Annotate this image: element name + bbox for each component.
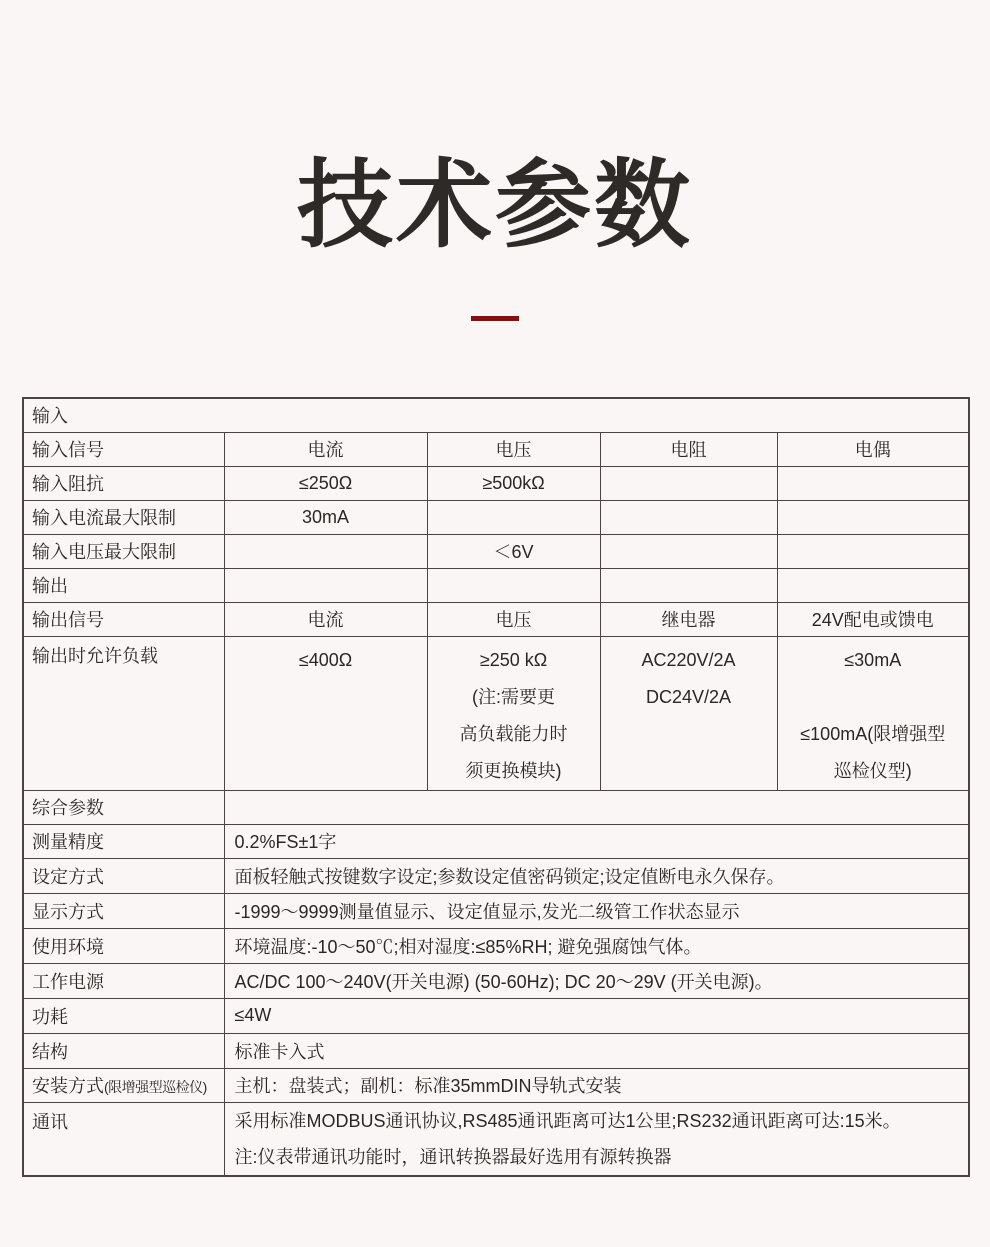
cell-input-signal-1 — [224, 432, 427, 466]
cell-text: 显示方式 — [32, 901, 104, 922]
cell-input-impedance-3 — [600, 466, 777, 500]
cell-text: 环境温度:-10～50℃;相对湿度:≤85%RH; 避免强腐蚀气体。 — [234, 936, 702, 957]
row-label-output-section — [23, 568, 224, 602]
cell-input-max-voltage-2 — [427, 534, 600, 568]
table-row-structure — [23, 1033, 969, 1068]
cell-text: 设定方式 — [32, 866, 104, 887]
spec-table-body — [23, 398, 969, 1176]
row-label-power-consumption — [23, 998, 224, 1033]
cell-output-section-4 — [777, 568, 969, 602]
cell-text: 输出 — [32, 576, 68, 596]
table-row-general-section — [23, 790, 969, 824]
table-row-input-max-current — [23, 500, 969, 534]
cell-text: 电压 — [495, 610, 532, 630]
cell-text: 电偶 — [854, 440, 891, 460]
spec-table-container — [22, 397, 990, 1177]
cell-text: 输入阻抗 — [32, 474, 104, 494]
cell-accuracy-1 — [224, 824, 969, 858]
cell-input-impedance-4 — [777, 466, 969, 500]
row-label-operating-environment — [23, 928, 224, 963]
cell-output-signal-3 — [600, 602, 777, 636]
cell-text: ＜6V — [493, 542, 534, 562]
cell-line: ≤30mA — [844, 649, 902, 670]
table-row-output-section — [23, 568, 969, 602]
row-label-general-section — [23, 790, 224, 824]
row-label-power-supply — [23, 963, 224, 998]
cell-input-max-voltage-3 — [600, 534, 777, 568]
table-row-mounting — [23, 1068, 969, 1102]
cell-text: 输入信号 — [32, 440, 104, 460]
cell-output-signal-4 — [777, 602, 969, 636]
row-label-output-load — [23, 636, 224, 790]
cell-input-max-voltage-4 — [777, 534, 969, 568]
table-row-output-load — [23, 636, 969, 790]
cell-line: DC24V/2A — [645, 686, 732, 707]
cell-text: ≤250Ω — [298, 472, 353, 493]
row-label-input-max-current — [23, 500, 224, 534]
cell-text: 30mA — [301, 506, 350, 527]
cell-input-max-current-3 — [600, 500, 777, 534]
cell-line: ≤100mA(限增强型 — [800, 723, 946, 744]
table-row-power-supply — [23, 963, 969, 998]
cell-text: 主机：盘装式；副机：标准35mmDIN导轨式安装 — [234, 1076, 622, 1096]
cell-line: 采用标准MODBUS通讯协议,RS485通讯距离可达1公里;RS232通讯距离可达:15米。 — [234, 1110, 901, 1131]
cell-text: 0.2%FS±1字 — [234, 832, 337, 852]
cell-output-section-2 — [427, 568, 600, 602]
table-row-input-signal — [23, 432, 969, 466]
cell-text: 安装方式 — [32, 1076, 104, 1096]
cell-line: 巡检仪型) — [833, 760, 912, 781]
row-label-mounting — [23, 1068, 224, 1102]
cell-output-section-1 — [224, 568, 427, 602]
cell-text: 输入 — [32, 406, 68, 427]
cell-input-signal-2 — [427, 432, 600, 466]
title-dash-decoration — [471, 316, 519, 321]
row-label-output-signal — [23, 602, 224, 636]
cell-input-impedance-2 — [427, 466, 600, 500]
cell-text: 输出时允许负载 — [32, 645, 158, 666]
row-label-input-section — [23, 398, 969, 432]
cell-structure-1 — [224, 1033, 969, 1068]
row-label-input-max-voltage — [23, 534, 224, 568]
cell-line: AC220V/2A — [641, 649, 736, 670]
cell-line: 须更换模块) — [465, 760, 562, 781]
table-row-accuracy — [23, 824, 969, 858]
cell-line: ≥250 kΩ — [479, 649, 548, 670]
table-row-operating-environment — [23, 928, 969, 963]
cell-text: ≤4W — [234, 1005, 272, 1025]
cell-mounting-1 — [224, 1068, 969, 1102]
cell-input-max-current-4 — [777, 500, 969, 534]
cell-general-section-1 — [224, 790, 969, 824]
cell-text: 输入电流最大限制 — [32, 508, 176, 528]
cell-communication-1 — [224, 1102, 969, 1176]
cell-output-signal-1 — [224, 602, 427, 636]
cell-setting-method-1 — [224, 858, 969, 893]
cell-output-section-3 — [600, 568, 777, 602]
cell-text: 结构 — [32, 1041, 68, 1062]
cell-input-impedance-1 — [224, 466, 427, 500]
cell-output-load-4 — [777, 636, 969, 790]
spec-table — [22, 397, 970, 1177]
row-label-input-impedance — [23, 466, 224, 500]
cell-text: 标准卡入式 — [234, 1041, 325, 1062]
table-row-input-impedance — [23, 466, 969, 500]
cell-input-signal-3 — [600, 432, 777, 466]
cell-output-load-3 — [600, 636, 777, 790]
cell-text: 继电器 — [661, 610, 716, 630]
row-label-communication — [23, 1102, 224, 1176]
cell-operating-environment-1 — [224, 928, 969, 963]
cell-text: 使用环境 — [32, 936, 104, 957]
cell-input-signal-4 — [777, 432, 969, 466]
cell-input-max-current-1 — [224, 500, 427, 534]
cell-text: 电流 — [307, 440, 344, 460]
cell-power-supply-1 — [224, 963, 969, 998]
table-row-display-method — [23, 893, 969, 928]
cell-text: 输入电压最大限制 — [32, 542, 176, 562]
page-title: 技术参数 — [297, 152, 693, 259]
cell-output-load-1 — [224, 636, 427, 790]
cell-text: 电阻 — [670, 440, 707, 460]
table-row-output-signal — [23, 602, 969, 636]
cell-text: 输出信号 — [32, 610, 104, 630]
cell-line — [782, 679, 965, 716]
cell-line: 高负载能力时 — [459, 723, 568, 744]
table-row-setting-method — [23, 858, 969, 893]
cell-text: 测量精度 — [32, 832, 104, 852]
cell-text: 24V配电或馈电 — [811, 610, 934, 630]
cell-output-signal-2 — [427, 602, 600, 636]
cell-line: ≤400Ω — [298, 649, 353, 670]
table-row-communication — [23, 1102, 969, 1176]
cell-line: (注:需要更 — [472, 686, 555, 707]
cell-text: -1999～9999测量值显示、设定值显示,发光二级管工作状态显示 — [234, 901, 740, 922]
cell-text: 面板轻触式按键数字设定;参数设定值密码锁定;设定值断电永久保存。 — [234, 866, 785, 887]
cell-output-load-2 — [427, 636, 600, 790]
row-label-display-method — [23, 893, 224, 928]
row-label-structure — [23, 1033, 224, 1068]
cell-text: 工作电源 — [32, 971, 104, 992]
cell-text: 电压 — [495, 440, 532, 460]
table-row-input-section — [23, 398, 969, 432]
table-row-input-max-voltage — [23, 534, 969, 568]
row-label-input-signal — [23, 432, 224, 466]
label-suffix: (限增强型巡检仪) — [104, 1079, 207, 1095]
row-label-setting-method — [23, 858, 224, 893]
cell-line: 注:仪表带通讯功能时，通讯转换器最好选用有源转换器 — [234, 1146, 672, 1167]
cell-text: 通讯 — [32, 1111, 68, 1132]
cell-display-method-1 — [224, 893, 969, 928]
table-row-power-consumption — [23, 998, 969, 1033]
cell-text: 电流 — [307, 610, 344, 630]
cell-input-max-current-2 — [427, 500, 600, 534]
row-label-accuracy — [23, 824, 224, 858]
cell-input-max-voltage-1 — [224, 534, 427, 568]
cell-power-consumption-1 — [224, 998, 969, 1033]
cell-text: ≥500kΩ — [482, 472, 545, 493]
cell-text: AC/DC 100～240V(开关电源) (50-60Hz); DC 20～29V (开关电源)。 — [234, 971, 773, 992]
cell-text: 综合参数 — [32, 798, 104, 818]
cell-text: 功耗 — [32, 1006, 68, 1027]
